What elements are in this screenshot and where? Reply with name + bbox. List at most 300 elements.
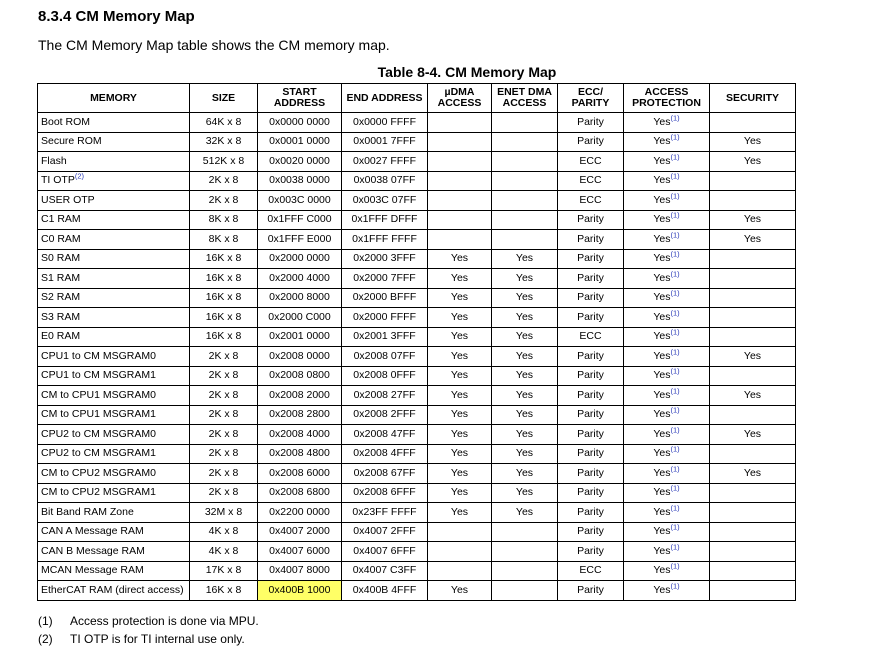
cell-start: 0x2008 0000 [258, 347, 342, 367]
memory-name: S3 RAM [41, 310, 81, 323]
cell-access-protection [624, 249, 710, 269]
cell-size: 2K x 8 [190, 386, 258, 406]
access-protection-value: Yes [653, 115, 671, 128]
cell-ecc: Parity [558, 113, 624, 133]
cell-end: 0x2000 FFFF [342, 308, 428, 328]
memory-name: C1 RAM [41, 213, 81, 226]
cell-enet: Yes [492, 269, 558, 289]
cell-memory [38, 249, 190, 269]
memory-name: CPU1 to CM MSGRAM0 [41, 349, 156, 362]
footnote-ref: (1) [670, 444, 680, 454]
table-row [38, 132, 796, 152]
cell-end: 0x400B 4FFF [342, 581, 428, 601]
cell-security: Yes [710, 230, 796, 250]
table-row [38, 269, 796, 289]
cell-enet: Yes [492, 386, 558, 406]
cell-udma: Yes [428, 327, 492, 347]
cell-start: 0x2008 6000 [258, 464, 342, 484]
footnote-ref: (1) [670, 503, 680, 513]
cell-udma [428, 113, 492, 133]
cell-enet [492, 542, 558, 562]
cell-security [710, 308, 796, 328]
cell-access-protection [624, 132, 710, 152]
cell-udma: Yes [428, 464, 492, 484]
access-protection-value: Yes [653, 466, 671, 479]
cell-udma [428, 152, 492, 172]
cell-end: 0x2008 27FF [342, 386, 428, 406]
cell-end: 0x0000 FFFF [342, 113, 428, 133]
cell-ecc: Parity [558, 444, 624, 464]
cell-security [710, 191, 796, 211]
cell-udma: Yes [428, 249, 492, 269]
cell-ecc: Parity [558, 464, 624, 484]
cell-ecc: Parity [558, 542, 624, 562]
cell-access-protection [624, 542, 710, 562]
footnote-ref: (1) [670, 269, 680, 279]
cell-memory [38, 288, 190, 308]
cell-size: 2K x 8 [190, 425, 258, 445]
cell-start: 0x2008 2800 [258, 405, 342, 425]
cell-memory [38, 132, 190, 152]
footnote-ref: (1) [670, 522, 680, 532]
cell-size: 16K x 8 [190, 269, 258, 289]
memory-name: C0 RAM [41, 232, 81, 245]
cell-end: 0x1FFF DFFF [342, 210, 428, 230]
access-protection-value: Yes [653, 427, 671, 440]
cell-enet [492, 230, 558, 250]
cell-security [710, 444, 796, 464]
cell-udma: Yes [428, 444, 492, 464]
cell-enet: Yes [492, 288, 558, 308]
footnote-ref: (1) [670, 542, 680, 552]
cell-enet [492, 561, 558, 581]
cell-size: 2K x 8 [190, 405, 258, 425]
cell-memory [38, 464, 190, 484]
cell-ecc: Parity [558, 269, 624, 289]
cell-enet: Yes [492, 308, 558, 328]
cell-size: 32K x 8 [190, 132, 258, 152]
col-header-ecc-line1: ECC/ [577, 86, 604, 98]
col-header-udma-line2: ACCESS [437, 97, 482, 109]
cell-start: 0x4007 6000 [258, 542, 342, 562]
cell-end: 0x2008 4FFF [342, 444, 428, 464]
cell-access-protection [624, 152, 710, 172]
footnote-ref: (1) [670, 483, 680, 493]
cell-end: 0x0038 07FF [342, 171, 428, 191]
cell-security: Yes [710, 425, 796, 445]
cell-end: 0x2000 BFFF [342, 288, 428, 308]
cell-security: Yes [710, 347, 796, 367]
table-row [38, 249, 796, 269]
footnote-ref: (1) [670, 561, 680, 571]
cell-ecc: Parity [558, 132, 624, 152]
cell-start: 0x4007 2000 [258, 522, 342, 542]
cell-enet: Yes [492, 327, 558, 347]
col-header-enet-line1: ENET DMA [497, 86, 552, 98]
cell-security [710, 249, 796, 269]
cell-enet: Yes [492, 347, 558, 367]
cell-memory [38, 366, 190, 386]
cell-start: 0x0020 0000 [258, 152, 342, 172]
cell-memory [38, 386, 190, 406]
cell-size: 2K x 8 [190, 444, 258, 464]
cell-end: 0x4007 C3FF [342, 561, 428, 581]
footnote-ref: (1) [670, 210, 680, 220]
note-2 [38, 630, 259, 648]
memory-map-table [37, 83, 796, 601]
cell-start: 0x0000 0000 [258, 113, 342, 133]
cell-size: 4K x 8 [190, 522, 258, 542]
cell-size: 32M x 8 [190, 503, 258, 523]
cell-access-protection [624, 171, 710, 191]
col-header-memory: MEMORY [38, 84, 190, 113]
cell-ecc: Parity [558, 522, 624, 542]
memory-name: CM to CPU2 MSGRAM0 [41, 466, 156, 479]
cell-security [710, 405, 796, 425]
cell-start: 0x003C 0000 [258, 191, 342, 211]
cell-memory [38, 113, 190, 133]
cell-ecc: ECC [558, 561, 624, 581]
cell-end: 0x4007 6FFF [342, 542, 428, 562]
cell-udma [428, 230, 492, 250]
cell-access-protection [624, 386, 710, 406]
cell-ecc: Parity [558, 366, 624, 386]
cell-size: 64K x 8 [190, 113, 258, 133]
memory-name: TI OTP [41, 174, 75, 187]
cell-access-protection [624, 464, 710, 484]
footnote-ref: (1) [670, 230, 680, 240]
cell-memory [38, 503, 190, 523]
access-protection-value: Yes [653, 369, 671, 382]
cell-end: 0x2008 07FF [342, 347, 428, 367]
cell-ecc: Parity [558, 249, 624, 269]
footnote-ref: (1) [670, 366, 680, 376]
cell-enet [492, 132, 558, 152]
cell-access-protection [624, 308, 710, 328]
cell-memory [38, 405, 190, 425]
cell-end: 0x2008 47FF [342, 425, 428, 445]
cell-size: 4K x 8 [190, 542, 258, 562]
cell-end: 0x23FF FFFF [342, 503, 428, 523]
cell-security: Yes [710, 464, 796, 484]
footnote-ref: (1) [670, 405, 680, 415]
cell-ecc: Parity [558, 503, 624, 523]
note-1 [38, 612, 259, 630]
intro-text: The CM Memory Map table shows the CM memory map. [38, 37, 390, 53]
cell-end: 0x003C 07FF [342, 191, 428, 211]
cell-start: 0x2008 4000 [258, 425, 342, 445]
col-header-start-address [258, 84, 342, 113]
memory-name: CM to CPU2 MSGRAM1 [41, 486, 156, 499]
table-row [38, 405, 796, 425]
cell-start: 0x1FFF E000 [258, 230, 342, 250]
table-row [38, 347, 796, 367]
access-protection-value: Yes [653, 291, 671, 304]
footnote-ref: (1) [670, 191, 680, 201]
cell-start: 0x4007 8000 [258, 561, 342, 581]
memory-name: CM to CPU1 MSGRAM1 [41, 408, 156, 421]
table-row [38, 522, 796, 542]
cell-size: 2K x 8 [190, 191, 258, 211]
cell-udma: Yes [428, 581, 492, 601]
cell-ecc: ECC [558, 327, 624, 347]
access-protection-value: Yes [653, 564, 671, 577]
cell-size: 2K x 8 [190, 171, 258, 191]
cell-access-protection [624, 522, 710, 542]
cell-size: 2K x 8 [190, 464, 258, 484]
footnote-ref: (1) [670, 425, 680, 435]
access-protection-value: Yes [653, 583, 671, 596]
col-header-udma-line1: µDMA [444, 86, 475, 98]
cell-memory [38, 171, 190, 191]
cell-memory [38, 152, 190, 172]
cell-security [710, 581, 796, 601]
table-row [38, 191, 796, 211]
section-heading: 8.3.4 CM Memory Map [38, 8, 195, 25]
memory-name: CPU2 to CM MSGRAM1 [41, 447, 156, 460]
cell-udma: Yes [428, 483, 492, 503]
cell-access-protection [624, 581, 710, 601]
access-protection-value: Yes [653, 388, 671, 401]
cell-memory [38, 561, 190, 581]
cell-ecc: Parity [558, 483, 624, 503]
col-header-security: SECURITY [710, 84, 796, 113]
memory-name: Flash [41, 154, 67, 167]
cell-access-protection [624, 405, 710, 425]
cell-ecc: ECC [558, 152, 624, 172]
cell-security [710, 503, 796, 523]
cell-udma: Yes [428, 425, 492, 445]
cell-ecc: ECC [558, 171, 624, 191]
table-row [38, 152, 796, 172]
cell-end: 0x2008 0FFF [342, 366, 428, 386]
memory-name: Secure ROM [41, 135, 102, 148]
cell-memory [38, 483, 190, 503]
cell-udma: Yes [428, 269, 492, 289]
table-row [38, 171, 796, 191]
access-protection-value: Yes [653, 310, 671, 323]
cell-memory [38, 542, 190, 562]
memory-name: CAN A Message RAM [41, 525, 144, 538]
cell-end: 0x2008 67FF [342, 464, 428, 484]
col-header-enet-line2: ACCESS [502, 97, 547, 109]
footnote-ref: (1) [670, 308, 680, 318]
cell-access-protection [624, 113, 710, 133]
memory-name: EtherCAT RAM (direct access) [41, 583, 184, 596]
cell-size: 8K x 8 [190, 210, 258, 230]
access-protection-value: Yes [653, 213, 671, 226]
table-row [38, 444, 796, 464]
col-header-ecc-line2: PARITY [571, 97, 610, 109]
footnote-ref: (1) [670, 464, 680, 474]
cell-security [710, 542, 796, 562]
note-number: (2) [38, 632, 53, 646]
cell-access-protection [624, 230, 710, 250]
cell-end: 0x4007 2FFF [342, 522, 428, 542]
table-row [38, 425, 796, 445]
cell-access-protection [624, 444, 710, 464]
memory-name: S0 RAM [41, 252, 81, 265]
memory-name: MCAN Message RAM [41, 564, 144, 577]
cell-security: Yes [710, 210, 796, 230]
cell-size: 16K x 8 [190, 308, 258, 328]
cell-security [710, 366, 796, 386]
cell-enet [492, 152, 558, 172]
table-row [38, 581, 796, 601]
access-protection-value: Yes [653, 135, 671, 148]
cell-start: 0x400B 1000 [258, 581, 342, 601]
table-row [38, 503, 796, 523]
footnote-ref: (1) [670, 249, 680, 259]
cell-start: 0x2000 4000 [258, 269, 342, 289]
cell-security [710, 522, 796, 542]
access-protection-value: Yes [653, 505, 671, 518]
cell-udma [428, 522, 492, 542]
cell-memory [38, 210, 190, 230]
cell-security [710, 171, 796, 191]
cell-udma: Yes [428, 288, 492, 308]
col-header-access-protection [624, 84, 710, 113]
cell-size: 16K x 8 [190, 288, 258, 308]
cell-enet: Yes [492, 366, 558, 386]
cell-start: 0x1FFF C000 [258, 210, 342, 230]
cell-memory [38, 347, 190, 367]
cell-security [710, 327, 796, 347]
footnote-ref: (2) [74, 171, 85, 181]
access-protection-value: Yes [653, 174, 671, 187]
cell-udma [428, 210, 492, 230]
table-row [38, 483, 796, 503]
cell-udma [428, 191, 492, 211]
cell-memory [38, 327, 190, 347]
access-protection-value: Yes [653, 525, 671, 538]
cell-memory [38, 522, 190, 542]
table-row [38, 386, 796, 406]
cell-enet: Yes [492, 503, 558, 523]
cell-udma [428, 132, 492, 152]
col-header-ap-line2: PROTECTION [632, 97, 701, 109]
cell-memory [38, 230, 190, 250]
access-protection-value: Yes [653, 447, 671, 460]
col-header-size: SIZE [190, 84, 258, 113]
cell-security: Yes [710, 132, 796, 152]
cell-enet [492, 210, 558, 230]
cell-access-protection [624, 366, 710, 386]
table-row [38, 561, 796, 581]
table-row [38, 113, 796, 133]
access-protection-value: Yes [653, 232, 671, 245]
cell-enet [492, 113, 558, 133]
memory-name: S1 RAM [41, 271, 81, 284]
access-protection-value: Yes [653, 252, 671, 265]
note-number: (1) [38, 614, 53, 628]
cell-end: 0x2008 6FFF [342, 483, 428, 503]
cell-security: Yes [710, 152, 796, 172]
cell-end: 0x2008 2FFF [342, 405, 428, 425]
cell-memory [38, 444, 190, 464]
footnote-ref: (1) [670, 113, 680, 123]
table-caption: Table 8-4. CM Memory Map [377, 64, 557, 80]
cell-start: 0x2008 4800 [258, 444, 342, 464]
footnote-ref: (1) [670, 171, 680, 181]
cell-security [710, 113, 796, 133]
cell-ecc: Parity [558, 386, 624, 406]
access-protection-value: Yes [653, 349, 671, 362]
cell-access-protection [624, 503, 710, 523]
cell-security [710, 288, 796, 308]
cell-enet: Yes [492, 483, 558, 503]
cell-security: Yes [710, 386, 796, 406]
cell-start: 0x2000 C000 [258, 308, 342, 328]
table-row [38, 210, 796, 230]
cell-enet [492, 581, 558, 601]
cell-enet: Yes [492, 405, 558, 425]
cell-end: 0x0001 7FFF [342, 132, 428, 152]
access-protection-value: Yes [653, 154, 671, 167]
cell-access-protection [624, 210, 710, 230]
cell-ecc: Parity [558, 210, 624, 230]
cell-end: 0x2001 3FFF [342, 327, 428, 347]
table-row [38, 308, 796, 328]
footnote-ref: (1) [670, 132, 680, 142]
cell-start: 0x2008 0800 [258, 366, 342, 386]
col-header-ap-line1: ACCESS [644, 86, 689, 98]
cell-start: 0x2008 6800 [258, 483, 342, 503]
footnote-ref: (1) [670, 386, 680, 396]
memory-name: CPU1 to CM MSGRAM1 [41, 369, 156, 382]
cell-size: 17K x 8 [190, 561, 258, 581]
cell-access-protection [624, 347, 710, 367]
cell-access-protection [624, 327, 710, 347]
col-header-start-line1: START [282, 86, 317, 98]
table-row [38, 366, 796, 386]
footnote-ref: (1) [670, 327, 680, 337]
cell-access-protection [624, 561, 710, 581]
col-header-end-address: END ADDRESS [342, 84, 428, 113]
cell-access-protection [624, 288, 710, 308]
cell-udma: Yes [428, 405, 492, 425]
memory-name: Boot ROM [41, 115, 91, 128]
cell-udma [428, 171, 492, 191]
note-text: TI OTP is for TI internal use only. [70, 632, 245, 646]
col-header-start-line2: ADDRESS [273, 97, 326, 109]
cell-size: 16K x 8 [190, 327, 258, 347]
cell-udma: Yes [428, 386, 492, 406]
cell-access-protection [624, 425, 710, 445]
cell-security [710, 561, 796, 581]
footnote-ref: (1) [670, 347, 680, 357]
cell-size: 16K x 8 [190, 249, 258, 269]
memory-name: CAN B Message RAM [41, 544, 145, 557]
access-protection-value: Yes [653, 271, 671, 284]
footnote-ref: (1) [670, 581, 680, 591]
cell-access-protection [624, 269, 710, 289]
note-text: Access protection is done via MPU. [70, 614, 259, 628]
cell-enet [492, 522, 558, 542]
cell-start: 0x2000 8000 [258, 288, 342, 308]
table-row [38, 542, 796, 562]
table-row [38, 464, 796, 484]
cell-access-protection [624, 483, 710, 503]
cell-end: 0x1FFF FFFF [342, 230, 428, 250]
cell-ecc: Parity [558, 405, 624, 425]
table-row [38, 327, 796, 347]
cell-memory [38, 191, 190, 211]
memory-name: USER OTP [41, 193, 95, 206]
cell-size: 2K x 8 [190, 366, 258, 386]
cell-start: 0x2008 2000 [258, 386, 342, 406]
cell-udma: Yes [428, 366, 492, 386]
